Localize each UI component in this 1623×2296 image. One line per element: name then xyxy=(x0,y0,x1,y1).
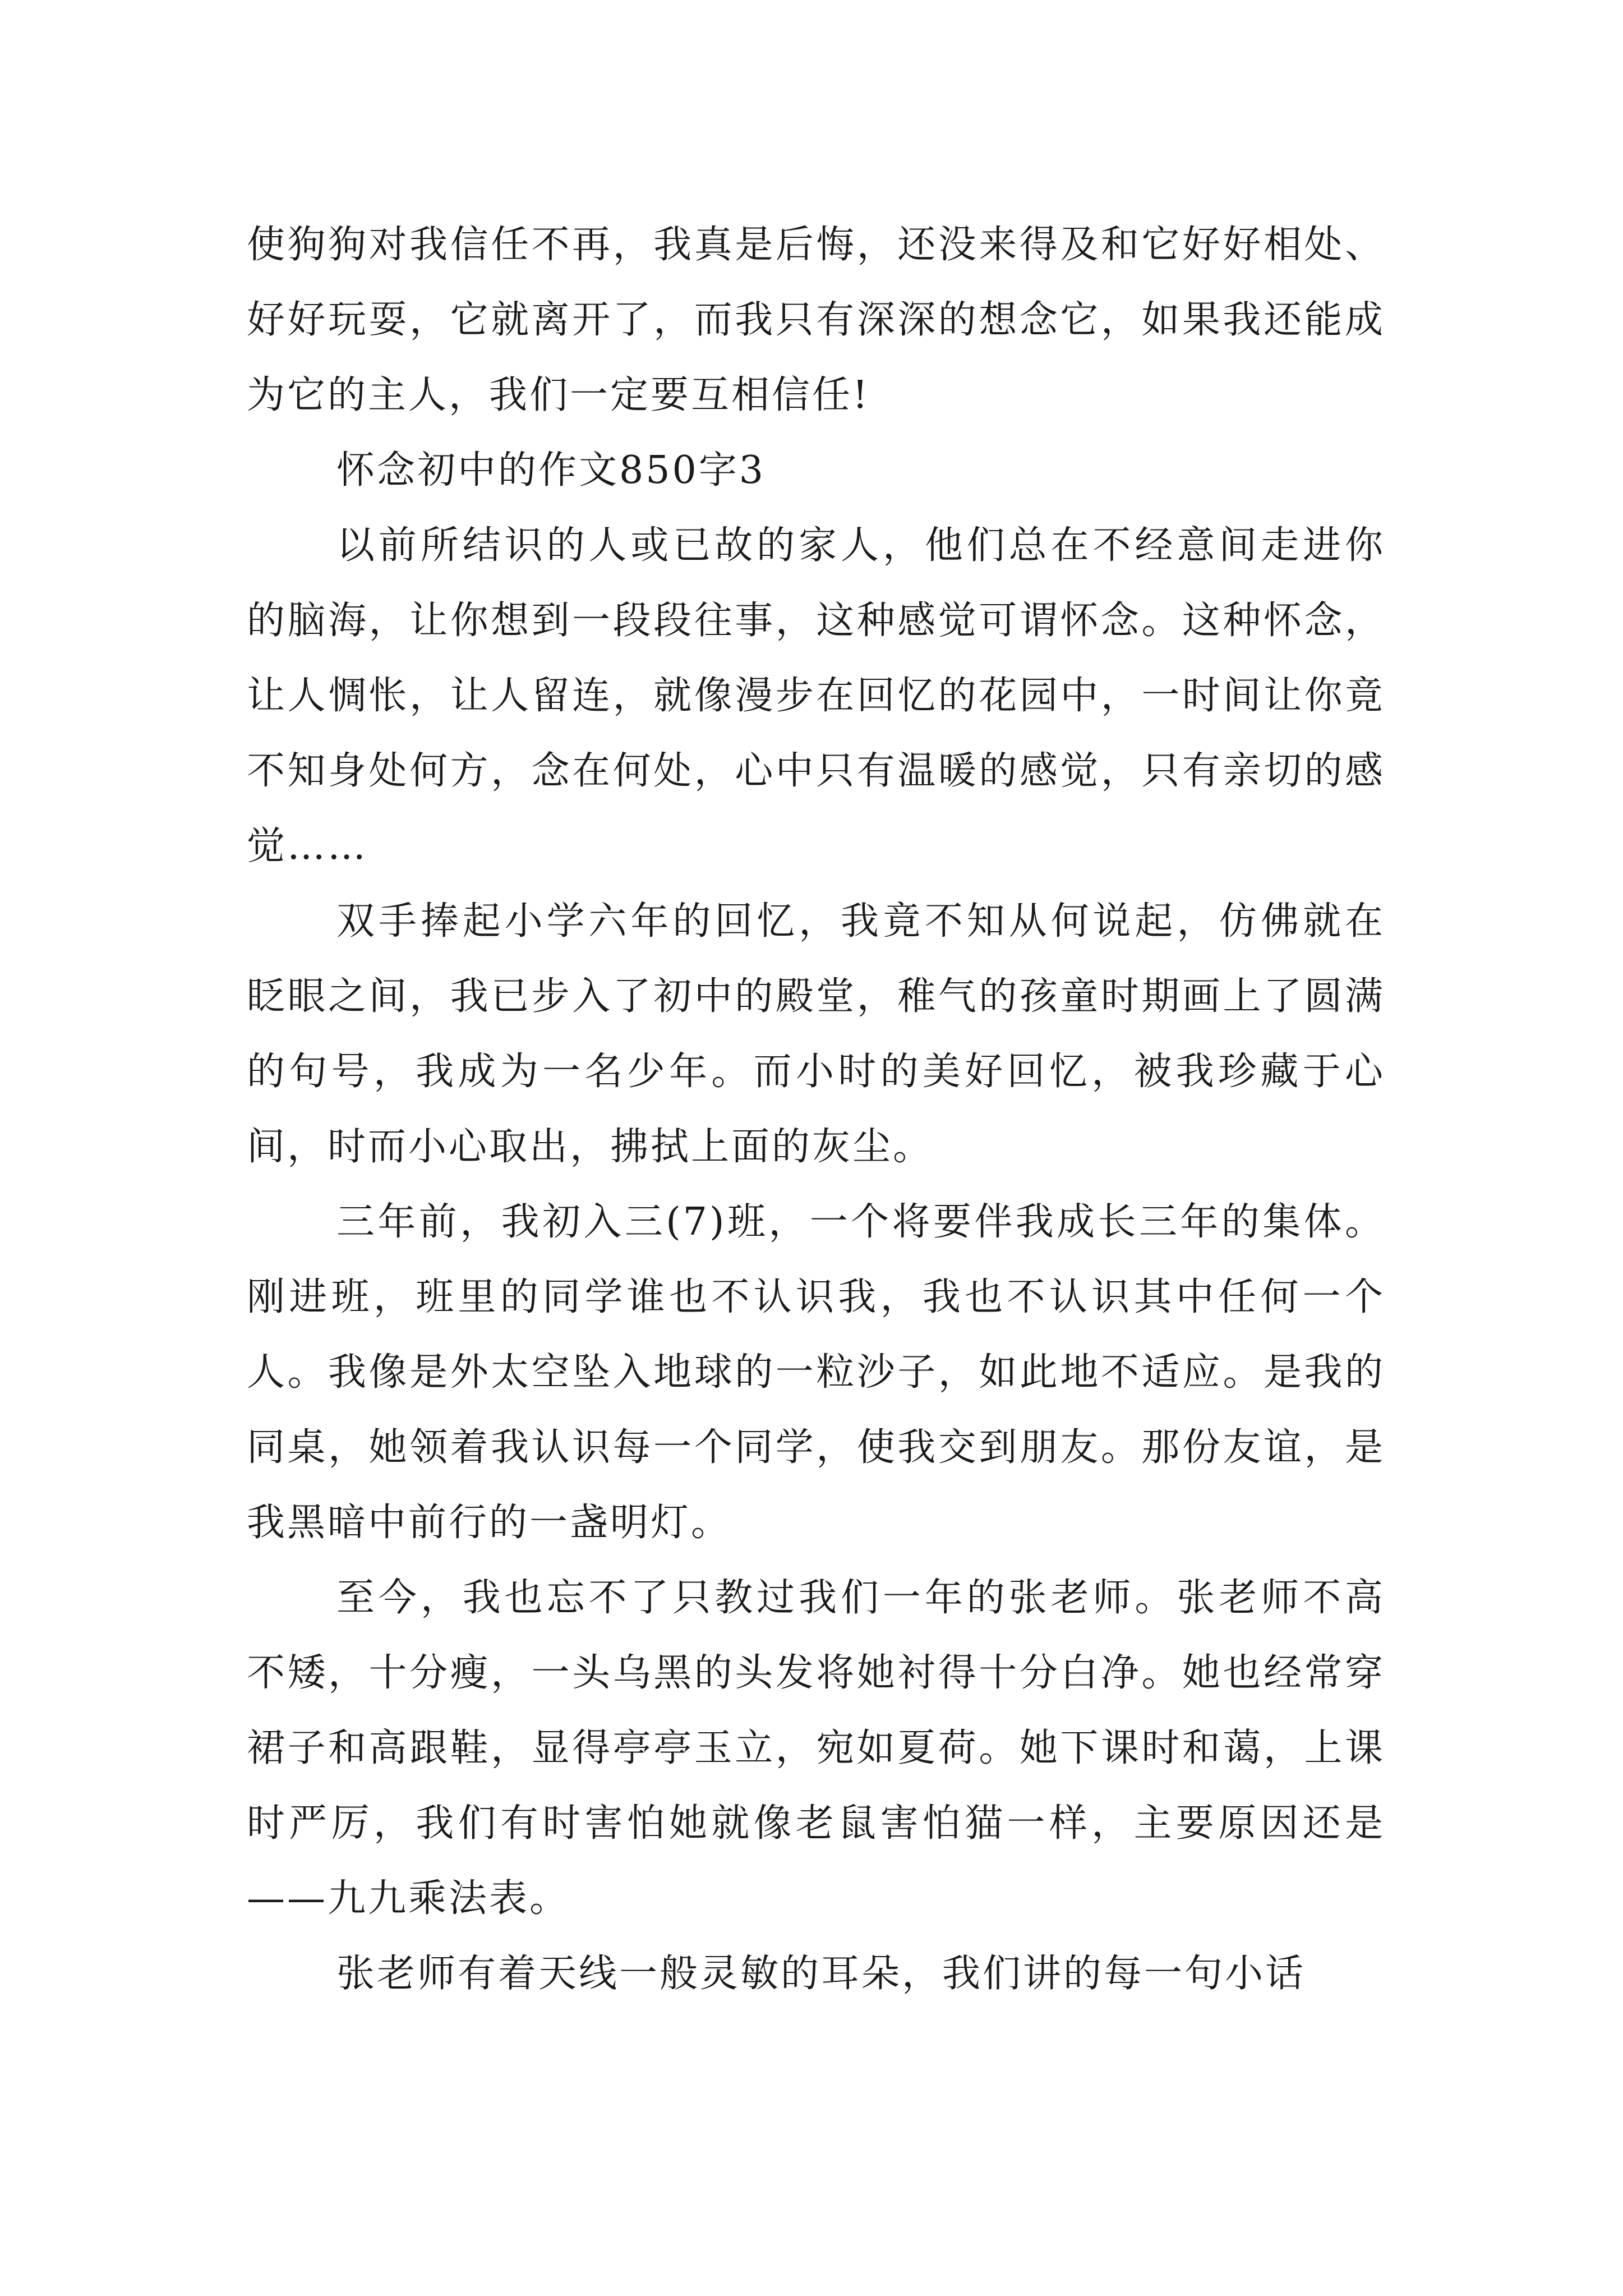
body-text xyxy=(247,208,1385,2012)
paragraph-class-friendship: 三年前，我初入三(7)班，一个将要伴我成长三年的集体。刚进班，班里的同学谁也不认识我，我也不认识其中任何一个人。我像是外太空坠入地球的一粒沙子，如此地不适应。是我的同桌，她领着我认识每一个同学，使我交到朋友。那份友谊，是我黑暗中前行的一盏明灯。 xyxy=(247,1200,1385,1545)
paragraph-intro-memories: 以前所结识的人或已故的家人，他们总在不经意间走进你的脑海，让你想到一段段往事，这种感觉可谓怀念。这种怀念，让人惆怅，让人留连，就像漫步在回忆的花园中，一时间让你竟不知身处何方，念在何处，心中只有温暖的感觉，只有亲切的感觉…… xyxy=(247,523,1385,868)
paragraph-teacher-ears: 张老师有着天线一般灵敏的耳朵，我们讲的每一句小话 xyxy=(336,1952,1306,1996)
paragraph-primary-school: 双手捧起小学六年的回忆，我竟不知从何说起，仿佛就在眨眼之间，我已步入了初中的殿堂，稚气的孩童时期画上了圆满的句号，我成为一名少年。而小时的美好回忆，被我珍藏于心间，时而小心取出，拂拭上面的灰尘。 xyxy=(247,899,1385,1169)
essay-heading: 怀念初中的作文850字3 xyxy=(336,448,766,493)
paragraph-dog-ending: 使狗狗对我信任不再，我真是后悔，还没来得及和它好好相处、好好玩耍，它就离开了，而我只有深深的想念它，如果我还能成为它的主人，我们一定要互相信任! xyxy=(247,223,1385,417)
paragraph-teacher-zhang: 至今，我也忘不了只教过我们一年的张老师。张老师不高不矮，十分瘦，一头乌黑的头发将她衬得十分白净。她也经常穿裙子和高跟鞋，显得亭亭玉立，宛如夏荷。她下课时和蔼，上课时严厉，我们有时害怕她就像老鼠害怕猫一样，主要原因还是——九九乘法表。 xyxy=(247,1576,1385,1921)
